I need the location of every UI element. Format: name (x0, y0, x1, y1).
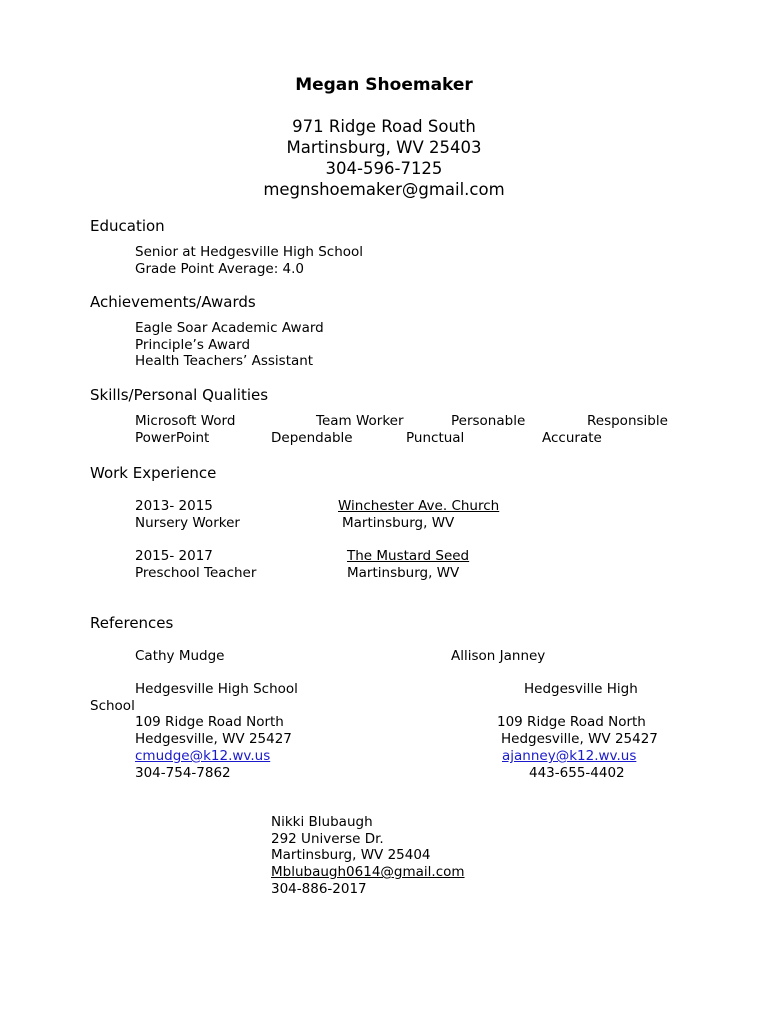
award-item: Health Teachers’ Assistant (135, 353, 314, 369)
award-item: Eagle Soar Academic Award (135, 320, 324, 336)
job-years: 2013- 2015 (135, 498, 213, 514)
skill-item: Team Worker (316, 413, 404, 429)
ref3-name: Nikki Blubaugh (271, 814, 373, 830)
education-line: Senior at Hedgesville High School (135, 244, 364, 260)
work-heading: Work Experience (90, 464, 217, 482)
ref1-street: 109 Ridge Road North (135, 714, 284, 730)
ref2-street: 109 Ridge Road North (497, 714, 646, 730)
ref1-name: Cathy Mudge (135, 648, 225, 664)
skill-item: Microsoft Word (135, 413, 236, 429)
ref3-city: Martinsburg, WV 25404 (271, 847, 431, 863)
ref3-street: 292 Universe Dr. (271, 831, 384, 847)
skill-item: Dependable (271, 430, 353, 446)
ref2-email-link[interactable]: ajanney@k12.wv.us (502, 748, 637, 764)
resume-name: Megan Shoemaker (295, 75, 473, 95)
skill-item: Personable (451, 413, 526, 429)
ref2-school: Hedgesville High (524, 681, 638, 697)
ref1-phone: 304-754-7862 (135, 765, 231, 781)
job-employer: Winchester Ave. Church (338, 498, 500, 514)
job-location: Martinsburg, WV (342, 515, 455, 531)
skill-item: Responsible (587, 413, 668, 429)
ref1-email-link[interactable]: cmudge@k12.wv.us (135, 748, 271, 764)
education-line: Grade Point Average: 4.0 (135, 261, 305, 277)
job-location: Martinsburg, WV (347, 565, 460, 581)
skill-item: PowerPoint (135, 430, 210, 446)
email-address: megnshoemaker@gmail.com (263, 180, 505, 199)
skills-heading: Skills/Personal Qualities (90, 386, 269, 404)
skill-item: Punctual (406, 430, 465, 446)
references-heading: References (90, 614, 174, 632)
education-heading: Education (90, 217, 165, 235)
job-title: Nursery Worker (135, 515, 240, 531)
job-years: 2015- 2017 (135, 548, 213, 564)
skill-item: Accurate (542, 430, 602, 446)
ref1-school: Hedgesville High School (135, 681, 298, 697)
job-employer: The Mustard Seed (347, 548, 470, 564)
ref1-city: Hedgesville, WV 25427 (135, 731, 292, 747)
awards-heading: Achievements/Awards (90, 293, 256, 311)
address-line-2: Martinsburg, WV 25403 (286, 138, 482, 157)
address-line-1: 971 Ridge Road South (292, 117, 476, 136)
ref2-school-wrap: School (90, 698, 135, 714)
ref2-phone: 443-655-4402 (529, 765, 625, 781)
ref2-city: Hedgesville, WV 25427 (501, 731, 658, 747)
phone-number: 304-596-7125 (325, 159, 443, 178)
award-item: Principle’s Award (135, 337, 251, 353)
ref3-phone: 304-886-2017 (271, 881, 367, 897)
ref3-email-link[interactable]: Mblubaugh0614@gmail.com (271, 864, 465, 880)
job-title: Preschool Teacher (135, 565, 257, 581)
ref2-name: Allison Janney (451, 648, 546, 664)
